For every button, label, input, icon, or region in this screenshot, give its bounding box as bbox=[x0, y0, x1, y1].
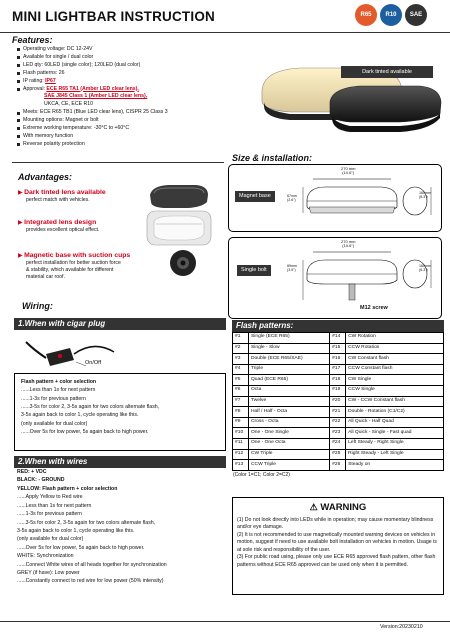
pattern-number: #9 bbox=[233, 417, 249, 428]
pattern-name: CCW Rotation bbox=[346, 343, 444, 354]
wires-title: 2.When with wires bbox=[14, 456, 226, 468]
flash-pattern-row bbox=[233, 428, 444, 439]
pattern-name: Quad (ECE R65) bbox=[249, 375, 330, 386]
pattern-number: #13 bbox=[233, 460, 249, 471]
feature-item: With memory function bbox=[17, 133, 232, 141]
advantages-heading: Advantages: bbox=[18, 172, 73, 182]
pattern-number: #3 bbox=[233, 354, 249, 365]
pattern-name: One - One Single bbox=[249, 428, 330, 439]
flash-pattern-row bbox=[233, 417, 444, 428]
flash-pattern-row bbox=[233, 354, 444, 365]
flash-patterns-title: Flash patterns: bbox=[232, 320, 444, 332]
pattern-number: #25 bbox=[330, 449, 346, 460]
feature-item: Meets: ECE R65 TB1 (Blue LED clear lens), CISPR 25 Class 3 bbox=[17, 109, 232, 117]
feature-item: Mounting options: Magnet or bolt bbox=[17, 117, 232, 125]
page-title: MINI LIGHTBAR INSTRUCTION bbox=[12, 9, 215, 24]
pattern-number: #8 bbox=[233, 407, 249, 418]
pattern-name: CW Rotation bbox=[346, 333, 444, 344]
pattern-number: #7 bbox=[233, 396, 249, 407]
pattern-name: Cross - Octa bbox=[249, 417, 330, 428]
flash-pattern-row bbox=[233, 375, 444, 386]
on-off-label: On/Off bbox=[85, 360, 102, 366]
pattern-name: Double - Rotation (C1/C2) bbox=[346, 407, 444, 418]
warning-text: (1) Do not look directly into LEDs while in operation; may cause momentary blindness and/or eye damage. (2) It is not recommended to use magnetically mounted warning devices on vehicles in motion, suggest if need to use available bolt installation on vehicles in motion. Usage is at sole risk and responsibility of the user. (3) For public road using, please only use ECE R65 approved flash pattern, other flash patterns without ECE R65 approved can be used only when it is permitted. bbox=[237, 516, 437, 568]
pattern-name: CW - CCW Constant flash bbox=[346, 396, 444, 407]
pattern-number: #18 bbox=[330, 375, 346, 386]
magnet-base-label: Magnet base bbox=[235, 191, 275, 202]
pattern-number: #11 bbox=[233, 438, 249, 449]
cigar-plug-image bbox=[24, 332, 134, 376]
pattern-name: CW Triple bbox=[249, 449, 330, 460]
flash-pattern-row bbox=[233, 385, 444, 396]
pattern-name: Single (ECE R65) bbox=[249, 333, 330, 344]
pattern-name: CCW Triple bbox=[249, 460, 330, 471]
color-note: (Color 1=C1; Color 2=C2) bbox=[233, 472, 290, 478]
pattern-name: All Quick - Single - Fast quad bbox=[346, 428, 444, 439]
flash-pattern-row bbox=[233, 438, 444, 449]
header-divider bbox=[0, 32, 450, 33]
advantage-item: ▶ Dark tinted lens available perfect match with vehicles. bbox=[18, 189, 106, 204]
version-label: Version:20230210 bbox=[380, 624, 423, 630]
pattern-number: #26 bbox=[330, 460, 346, 471]
pattern-number: #16 bbox=[330, 354, 346, 365]
arrow-icon: ▶ bbox=[18, 220, 23, 226]
pattern-number: #24 bbox=[330, 438, 346, 449]
advantage-item: ▶ Integrated lens design provides excellent optical effect. bbox=[18, 219, 100, 234]
certification-badges bbox=[355, 4, 427, 26]
r10-badge: R10 bbox=[380, 4, 402, 26]
pattern-number: #6 bbox=[233, 385, 249, 396]
wiring-heading: Wiring: bbox=[22, 301, 53, 311]
flash-pattern-row bbox=[233, 364, 444, 375]
advantage-item: ▶ Magnetic base with suction cups perfect installation for better suction force & stability, which available for different material car roof. bbox=[18, 252, 131, 281]
suction-cup-image bbox=[168, 248, 198, 278]
features-list bbox=[17, 46, 232, 149]
m12-screw-label: M12 screw bbox=[360, 305, 388, 311]
length-dimension: 270 mm (10.6") bbox=[341, 166, 356, 176]
width-dimension: 160mm (6.3") bbox=[419, 264, 431, 272]
pattern-number: #17 bbox=[330, 364, 346, 375]
feature-item: Approval: ECE R65 TA1 (Amber LED clear lens), bbox=[17, 86, 232, 94]
flash-patterns-table bbox=[232, 332, 444, 471]
pattern-name: CW Constant flash bbox=[346, 354, 444, 365]
pattern-number: #23 bbox=[330, 428, 346, 439]
height-dimension: 67mm (2.6") bbox=[287, 194, 297, 202]
arrow-icon: ▶ bbox=[18, 190, 23, 196]
r65-badge: R65 bbox=[355, 4, 377, 26]
pattern-number: #21 bbox=[330, 407, 346, 418]
pattern-name: One - One Octa bbox=[249, 438, 330, 449]
magnet-dimension-drawing bbox=[285, 166, 439, 229]
pattern-name: Double (ECE R65/SAE) bbox=[249, 354, 330, 365]
pattern-number: #10 bbox=[233, 428, 249, 439]
pattern-number: #1 bbox=[233, 333, 249, 344]
width-dimension: 160mm (6.3") bbox=[419, 191, 431, 199]
pattern-name: Right Steady - Left Single bbox=[346, 449, 444, 460]
pattern-number: #12 bbox=[233, 449, 249, 460]
cigar-selection-box: Flash pattern + color selection ......Less than 1s for next pattern ......1-3s for previous pattern ......3-5s for color 2, 3-5s again for two colors alternate flash, 3-5s again back to color 1, cycle operating like this. (only available for dual color) ......Over 5s for low power, 5s again back to high power. bbox=[14, 373, 226, 451]
pattern-number: #14 bbox=[330, 333, 346, 344]
integrated-lens-image bbox=[146, 210, 212, 246]
size-heading: Size & installation: bbox=[232, 153, 313, 163]
warning-icon: ⚠ bbox=[309, 502, 318, 512]
dark-tinted-label: Dark tinted available bbox=[341, 66, 433, 78]
flash-pattern-row bbox=[233, 460, 444, 471]
flash-pattern-row bbox=[233, 407, 444, 418]
pattern-name: CCW Single bbox=[346, 385, 444, 396]
feature-item: Extreme working temperature: -30°C to +60°C bbox=[17, 125, 232, 133]
flash-pattern-row bbox=[233, 449, 444, 460]
pattern-number: #20 bbox=[330, 396, 346, 407]
feature-item: SAE J845 Class 1 (Amber LED clear lens), bbox=[44, 93, 148, 100]
feature-item: IP rating: IP67 bbox=[17, 78, 232, 86]
pattern-name: Triple bbox=[249, 364, 330, 375]
pattern-name: Single - Slow bbox=[249, 343, 330, 354]
pattern-number: #15 bbox=[330, 343, 346, 354]
pattern-name: CCW Constant flash bbox=[346, 364, 444, 375]
single-bolt-label: Single bolt bbox=[237, 265, 271, 276]
pattern-name: Octa bbox=[249, 385, 330, 396]
lightbar-product-image bbox=[250, 40, 445, 140]
warning-heading: ⚠ WARNING bbox=[309, 502, 367, 513]
feature-item: Flash patterns: 26 bbox=[17, 70, 232, 78]
flash-pattern-row bbox=[233, 343, 444, 354]
feature-item: Reverse polarity protection bbox=[17, 141, 232, 149]
tinted-lens-image bbox=[148, 180, 210, 210]
wires-instructions: RED: + VDC BLACK: - GROUND YELLOW: Flash pattern + color selection ......Apply Yellow to Red wire ......Less than 1s for next pattern ......1-3s for previous pattern ......3-5s for color 2, 3-5s again for two colors alternate flash, 3-5s again back to color 1, cycle operating like this. (only available for dual color) ......Over 5s for low power, 5s again back to high power. WHITE: Synchronization ......Connect White wires of all heads together for synchronization GREY (if have): Low power ......Constantly connect to red wire for low power (50% intensity) bbox=[17, 469, 167, 585]
footer-divider bbox=[0, 621, 450, 622]
height-dimension: 89mm (3.5") bbox=[287, 264, 297, 272]
warning-box bbox=[232, 497, 444, 595]
cigar-plug-title: 1.When with cigar plug bbox=[14, 318, 226, 330]
pattern-name: Half / Half - Octa bbox=[249, 407, 330, 418]
pattern-number: #5 bbox=[233, 375, 249, 386]
arrow-icon: ▶ bbox=[18, 253, 23, 259]
pattern-name: Left Steady - Right Single bbox=[346, 438, 444, 449]
feature-item: LED qty: 60LED (single color); 120LED (dual color) bbox=[17, 62, 232, 70]
length-dimension: 270 mm (10.6") bbox=[341, 239, 356, 249]
advantages-divider bbox=[12, 162, 224, 163]
feature-item: Operating voltage: DC 12-24V bbox=[17, 46, 232, 54]
flash-pattern-row bbox=[233, 396, 444, 407]
pattern-number: #22 bbox=[330, 417, 346, 428]
feature-item: Available for single / dual color bbox=[17, 54, 232, 62]
pattern-number: #2 bbox=[233, 343, 249, 354]
pattern-name: All Quick - Half Quad bbox=[346, 417, 444, 428]
pattern-name: Twelve bbox=[249, 396, 330, 407]
pattern-name: CW Single bbox=[346, 375, 444, 386]
flash-pattern-row bbox=[233, 333, 444, 344]
pattern-number: #4 bbox=[233, 364, 249, 375]
pattern-number: #19 bbox=[330, 385, 346, 396]
feature-item: UKCA, CE, ECE R10 bbox=[44, 101, 94, 108]
pattern-name: Steady on bbox=[346, 460, 444, 471]
single-bolt-diagram bbox=[228, 237, 442, 319]
magnet-base-diagram bbox=[228, 164, 442, 232]
sae-badge: SAE bbox=[405, 4, 427, 26]
features-heading: Features: bbox=[12, 35, 53, 45]
